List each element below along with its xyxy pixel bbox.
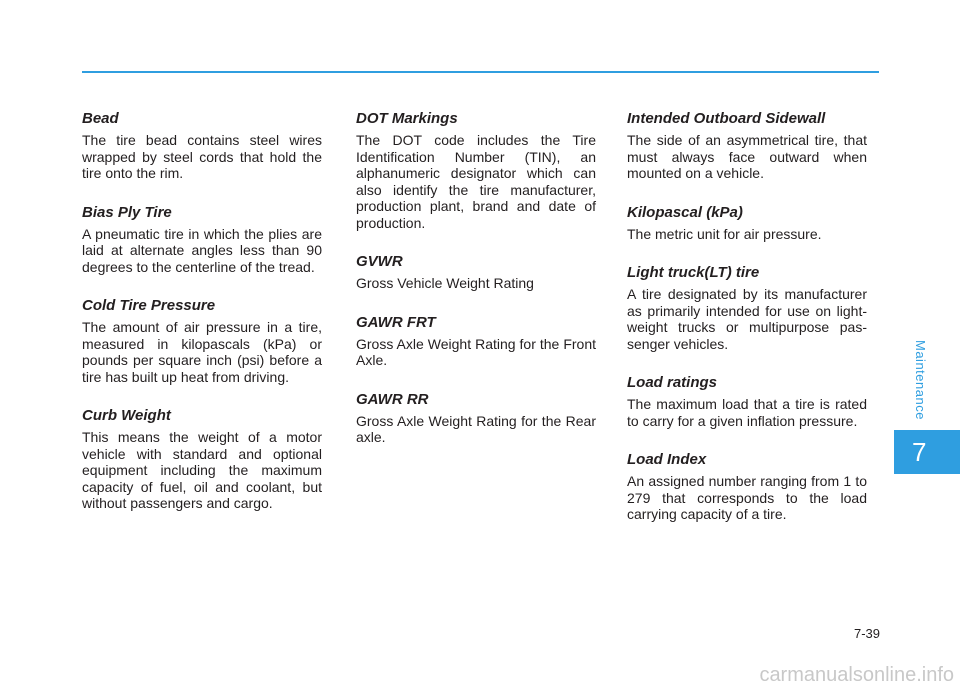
glossary-entry-bias-ply-tire [82, 204, 322, 276]
term-heading: Light truck(LT) tire [627, 264, 760, 281]
page-number: 7-39 [853, 626, 880, 641]
term-heading: Kilopascal (kPa) [627, 203, 743, 221]
glossary-entry-gawr-frt [356, 314, 596, 369]
term-heading: Bead [82, 110, 119, 127]
term-definition: The tire bead contains steel wires wrapped by steel cords that hold the tire onto the rim. [82, 132, 322, 181]
glossary-entry-curb-weight [82, 407, 322, 512]
glossary-entry-intended-outboard-sidewall [627, 110, 867, 182]
term-definition: The side of an asymmetrical tire, that must always face outward when mounted on a vehicle. [627, 132, 867, 181]
term-heading: GAWR FRT [356, 313, 436, 331]
term-heading: Cold Tire Pressure [82, 297, 216, 314]
term-definition: The amount of air pressure in a tire, measured in kilopascals (kPa) or pounds per square inch (psi) before a tire has built up heat from driving. [82, 319, 322, 385]
glossary-entry-cold-tire-pressure [82, 297, 322, 385]
column-1 [82, 110, 322, 534]
term-definition: This means the weight of a motor vehicle with standard and optional equipment including the maximum capacity of fuel, oil and coolant, but without passengers and cargo. [82, 429, 322, 511]
term-heading: Curb Weight [82, 407, 171, 424]
header-rule [82, 71, 879, 73]
term-heading: Load Index [627, 451, 707, 468]
column-3 [627, 110, 867, 545]
chapter-tab: 7 [894, 430, 960, 474]
watermark: carmanualsonline.info [759, 664, 954, 686]
term-heading: GAWR RR [356, 390, 429, 408]
glossary-entry-light-truck-tire [627, 264, 867, 352]
term-definition: Gross Vehicle Weight Rating [356, 275, 534, 291]
glossary-entry-gvwr [356, 253, 596, 292]
term-definition: A tire designated by its manufacturer as primarily intended for use on light-weight trucks or multipurpose pas-senger vehicles. [627, 286, 867, 352]
glossary-entry-gawr-rr [356, 391, 596, 446]
term-heading: Load ratings [627, 374, 718, 391]
glossary-entry-bead [82, 110, 322, 182]
term-definition: The metric unit for air pressure. [627, 225, 822, 242]
glossary-entry-load-ratings [627, 374, 867, 429]
glossary-entry-kilopascal [627, 204, 867, 243]
glossary-entry-load-index [627, 451, 867, 523]
term-definition: An assigned number ranging from 1 to 279 that corresponds to the load carrying capacity of a tire. [627, 473, 867, 522]
term-definition: A pneumatic tire in which the plies are laid at alternate angles less than 90 degrees to the centerline of the tread. [82, 225, 322, 275]
term-heading: Bias Ply Tire [82, 203, 172, 221]
term-heading: Intended Outboard Sidewall [627, 110, 826, 127]
section-label: Maintenance [913, 340, 928, 420]
term-heading: DOT Markings [356, 110, 458, 127]
term-definition: Gross Axle Weight Rating for the Front Axle. [356, 335, 596, 368]
column-2 [356, 110, 596, 468]
glossary-entry-dot-markings [356, 110, 596, 231]
term-heading: GVWR [356, 253, 403, 270]
term-definition: The maximum load that a tire is rated to carry for a given inflation pressure. [627, 396, 867, 429]
term-definition: Gross Axle Weight Rating for the Rear axle. [356, 412, 596, 445]
term-definition: The DOT code includes the Tire Identification Number (TIN), an alphanumeric designator which can also identify the tire manufacturer, production plant, brand and date of production. [356, 132, 596, 231]
